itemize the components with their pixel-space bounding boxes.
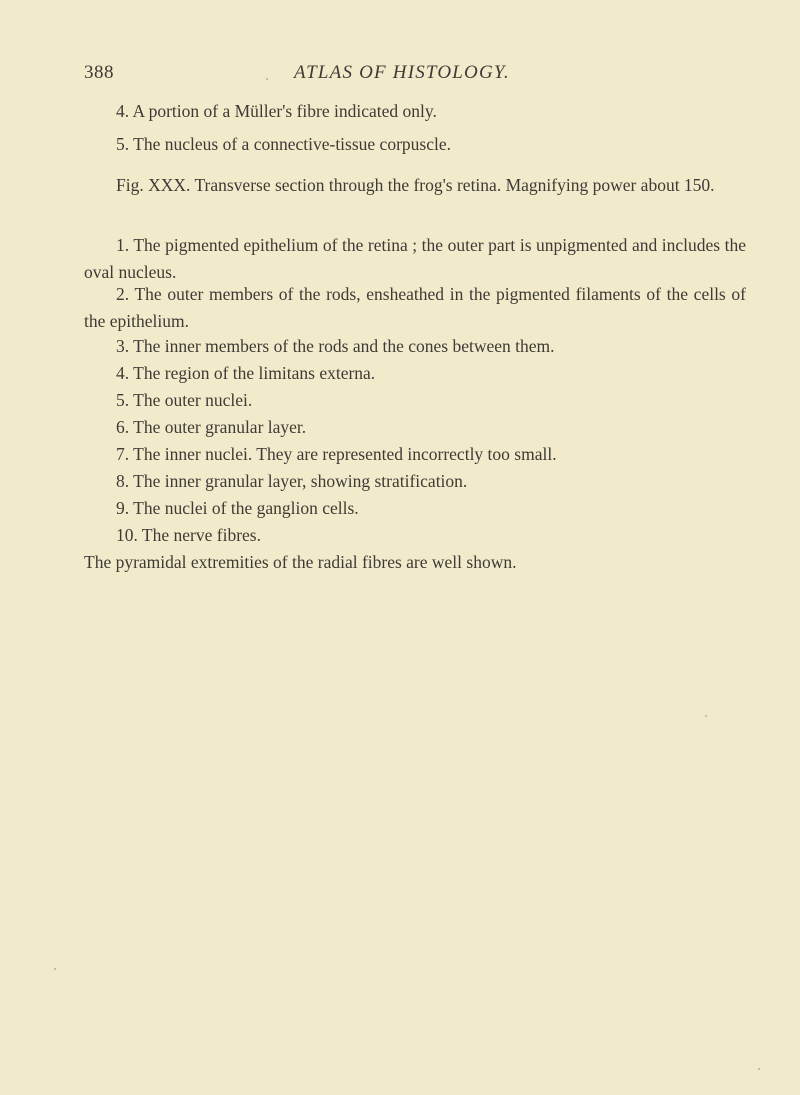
list-item: 5. The outer nuclei. [116, 390, 253, 410]
closing-note: The pyramidal extremities of the radial fibres are well shown. [84, 552, 517, 572]
list-item: 6. The outer granular layer. [116, 417, 307, 437]
list-item: 4. The region of the limitans externa. [116, 363, 376, 383]
page-header [84, 62, 744, 92]
running-title: ATLAS OF HISTOLOGY. [294, 62, 510, 83]
list-item: 5. The nucleus of a connective-tissue corpuscle. [116, 134, 451, 154]
legend-item-1: 1. The pigmented epithelium of the retina ; the outer part is unpigmented and includes the oval nucleus. [84, 235, 746, 282]
paper-speck [705, 715, 707, 717]
figure-caption: Fig. XXX. Transverse section through the frog's retina. Magnifying power about 150. [116, 175, 715, 195]
list-item: 9. The nuclei of the ganglion cells. [116, 498, 359, 518]
paper-speck [266, 78, 268, 80]
page-number: 388 [84, 62, 114, 83]
list-item: 7. The inner nuclei. They are represented incorrectly too small. [116, 444, 557, 464]
list-item: 4. A portion of a Müller's fibre indicated only. [116, 101, 437, 121]
list-item: 3. The inner members of the rods and the cones between them. [116, 336, 555, 356]
legend-item-2: 2. The outer members of the rods, ensheathed in the pigmented filaments of the cells of the epithelium. [84, 284, 746, 331]
list-item: 10. The nerve fibres. [116, 525, 261, 545]
paper-speck [758, 1068, 760, 1070]
list-item: 8. The inner granular layer, showing stratification. [116, 471, 468, 491]
paper-speck [54, 968, 56, 970]
